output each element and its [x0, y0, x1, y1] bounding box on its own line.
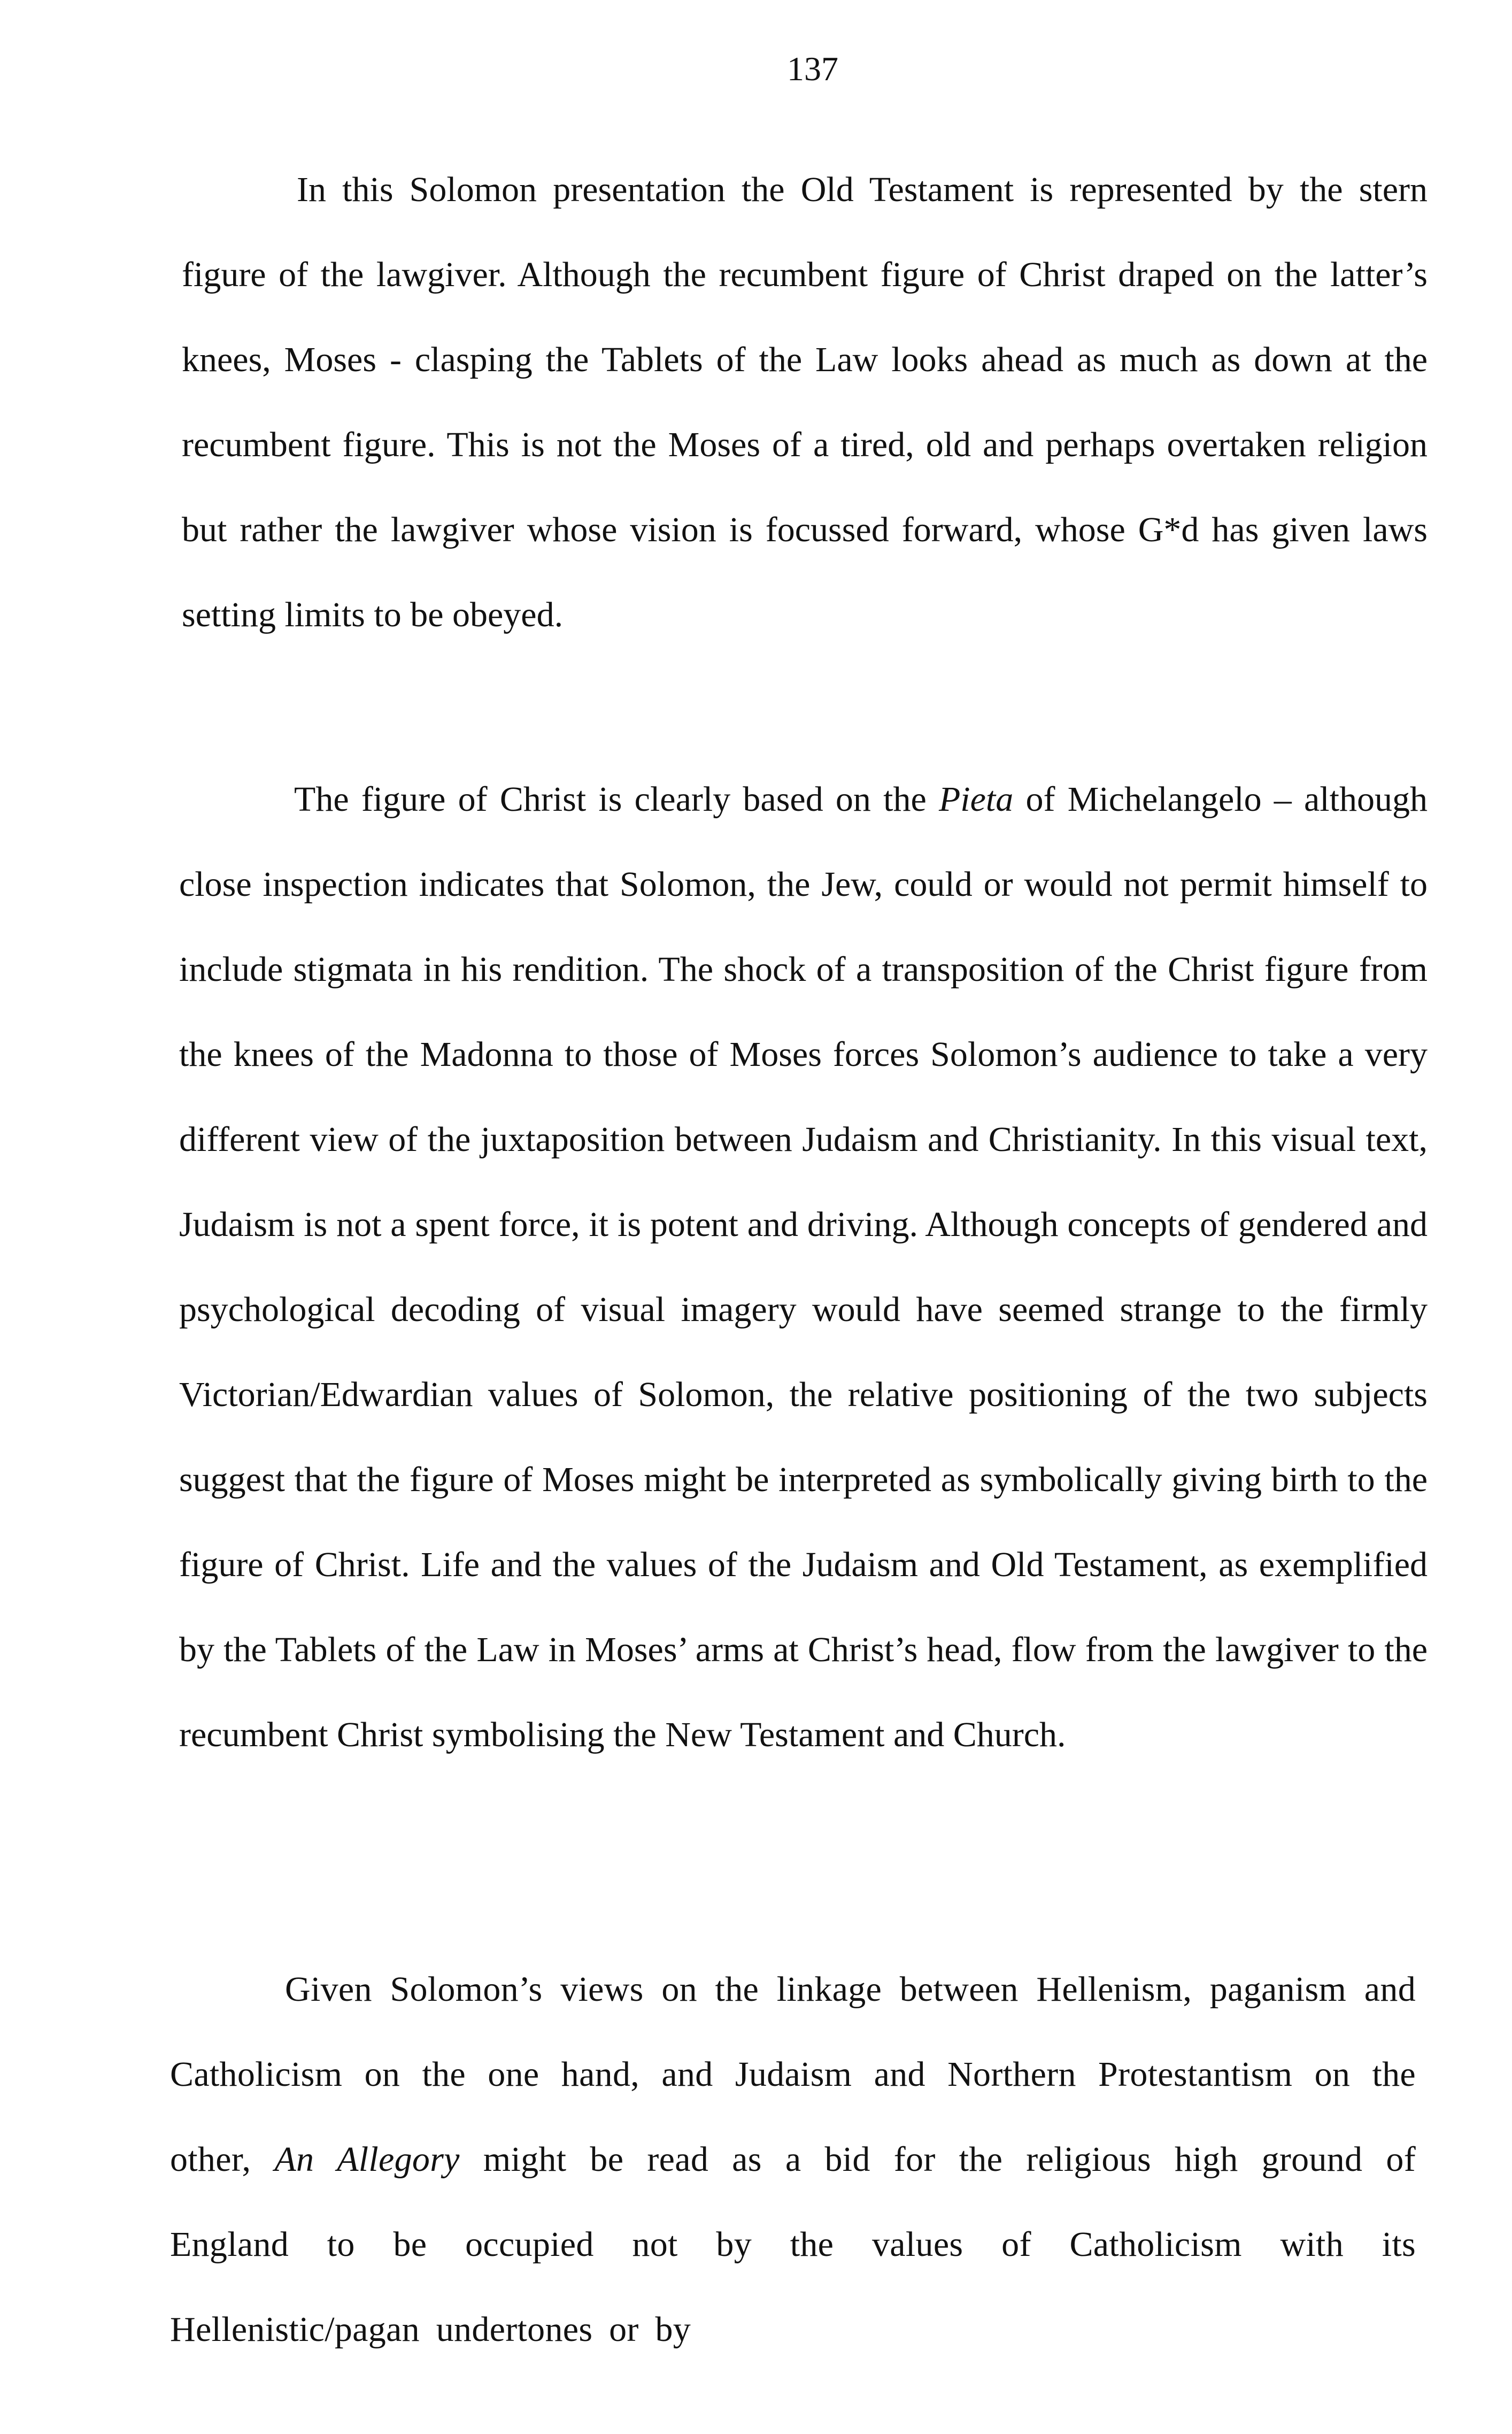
artwork-title-pieta: Pieta [938, 780, 1014, 819]
paragraph-text: The figure of Christ is clearly based on the [294, 780, 939, 819]
paragraph-text: of Michelangelo – although close inspection indicates that Solomon, the Jew, could or would not permit himself to include stigmata in his rendition. The shock of a transposition of the Christ figure from the knees of the Madonna to those of Moses forces Solomon’s audience to take a very different view of the juxtaposition between Judaism and Christianity. In this visual text, Judaism is not a spent force, it is potent and driving. Although concepts of gendered and psychological decoding of visual imagery would have seemed strange to the firmly Victorian/Edwardian values of Solomon, the relative positioning of the two subjects suggest that the figure of Moses might be interpreted as symbolically giving birth to the figure of Christ. Life and the values of the Judaism and Old Testament, as exemplified by the Tablets of the Law in Moses’ arms at Christ’s head, flow from the lawgiver to the recumbent Christ symbolising the New Testament and Church. [179, 780, 1428, 1754]
page-number: 137 [787, 50, 838, 88]
paragraph-text: might be read as a bid for the religious high ground of England to be occupied not by the values of Catholicism with its Hellenistic/pagan undertones or by [170, 2140, 1416, 2349]
artwork-title-an-allegory: An Allegory [274, 2140, 460, 2179]
paragraph-pieta [179, 757, 1428, 1777]
paragraph-allegory [170, 1947, 1416, 2372]
paragraph-moses-lawgiver: In this Solomon presentation the Old Testament is represented by the stern figure of the lawgiver. Although the recumbent figure of Christ draped on the latter’s knees, Moses - clasping the Tablets of the Law looks ahead as much as down at the recumbent figure. This is not the Moses of a tired, old and perhaps overtaken religion but rather the lawgiver whose vision is focussed forward, whose G*d has given laws setting limits to be obeyed. [182, 170, 1428, 634]
paragraph-text: Given Solomon’s views on the linkage between Hellenism, paganism and Catholicism on the one hand, and Judaism and Northern Protestantism on the other, [170, 1970, 1416, 2179]
